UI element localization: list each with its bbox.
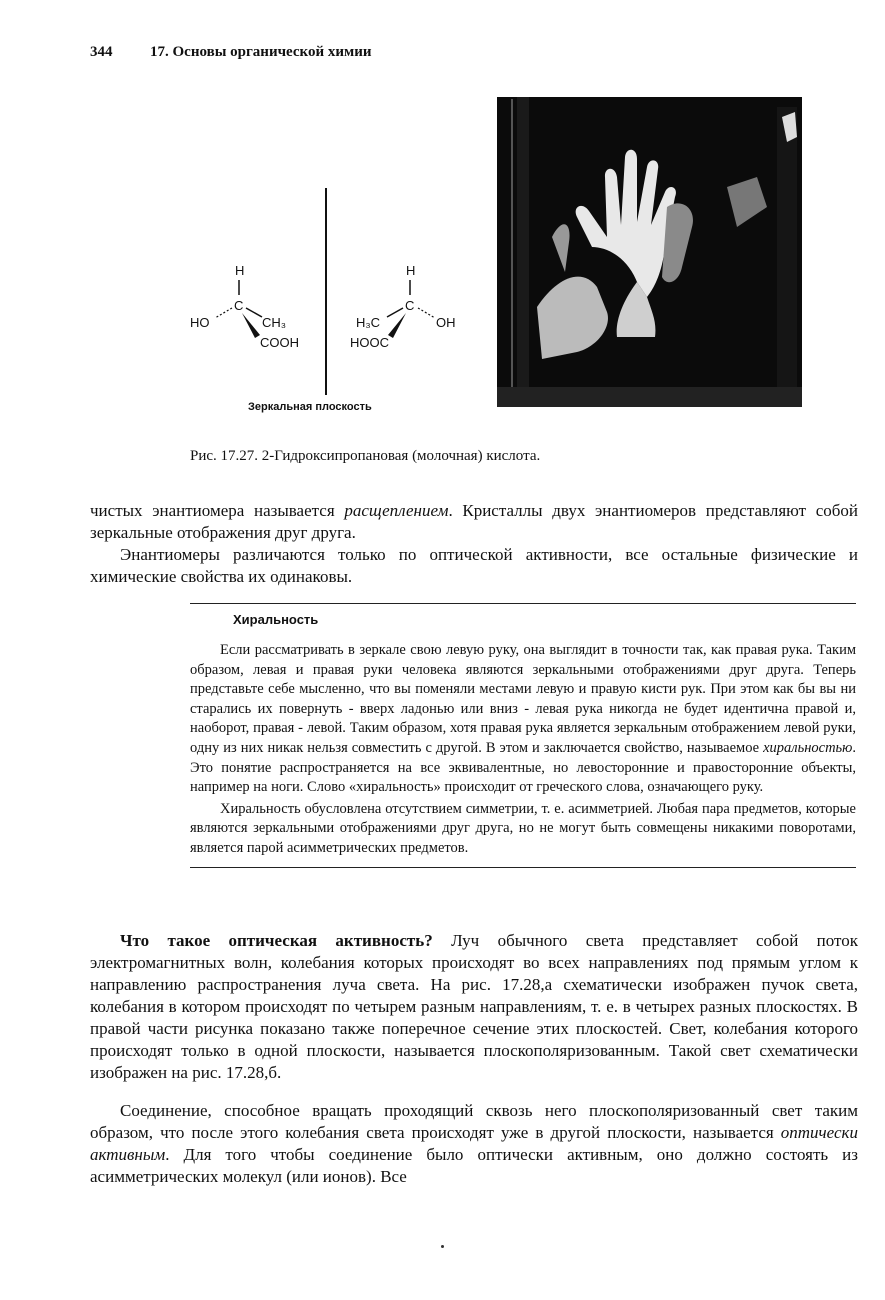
right-bond-oh: [418, 308, 435, 318]
lactic-acid-enantiomers-diagram: [170, 180, 470, 420]
left-c-atom: C: [234, 298, 244, 313]
term-chirality: хиральностью: [763, 739, 853, 756]
box-p1-end: . Это понятие распространяется на все эквивалентные, но левосторонние и правосторонние объекты, например на ноги. Слово «хиральность» происходит от греческого слова, означающего руку.: [190, 739, 856, 796]
left-h-atom: H: [235, 263, 245, 278]
left-molecule: [190, 263, 299, 350]
box-title: Хиральность: [233, 612, 319, 627]
right-oh-group: OH: [436, 315, 456, 330]
box-paragraph-2: Хиральность обусловлена отсутствием симметрии, т. е. асимметрией. Любая пара предметов, которые являются зеркальными отображениями друг друга, но не могут быть совмещены никакими поворотами, является парой асимметрических предметов.: [190, 800, 856, 856]
left-bond-ch3: [246, 308, 262, 317]
left-bond-oh: [215, 308, 232, 318]
p3-text: Луч обычного света представляет собой поток электромагнитных волн, колебания которых происходят во всех направлениях под прямым углом к направлению распространения луча света. На рис. 17.28,а схематически изображен пучок света, колебания в котором происходят по четырем разным направлениям, т. е. в четырех разных плоскостях. В правой части рисунка показано также поперечное сечение этих плоскостей. Свет, колебания которого происходят только в одной плоскости, называется плоскополяризованным. Такой свет схематически изображен на рис. 17.28,б.: [90, 931, 858, 1082]
p4-start-text: Соединение, способное вращать проходящий сквозь него плоскополяризованный свет таким образом, что после этого колебания света происходят уже в другой плоскости, называется: [90, 1101, 858, 1142]
left-cooh-group: COOH: [260, 335, 299, 350]
p4-end-text: . Для того чтобы соединение было оптически активным, оно должно состоять из асимметрических молекул (или ионов). Все: [90, 1145, 858, 1186]
p1-end-text: . Кристаллы двух энантиомеров представляют собой зеркальные отображения друг друга.: [90, 501, 858, 542]
left-wedge-bond: [242, 313, 260, 338]
right-cooh-group: HOOC: [350, 335, 389, 350]
right-c-atom: C: [405, 298, 415, 313]
box-p1-start: Если рассматривать в зеркале свою левую руку, она выглядит в точности так, как правая рука. Таким образом, левая и правая руки человека являются зеркальными отображениями друг друга. Теперь представьте себе мысленно, что вы поменяли местами левую и правую кисти рук. При этом как бы вы ни старались их повернуть - вверх ладонью или вниз - левая рука никогда не будет идентична правой и, наоборот, правая - левой. Таким образом, хотя правая рука является зеркальным отображением левой руки, одну из них никак нельзя совместить с другой. В этом и заключается свойство, называемое: [190, 642, 856, 756]
paragraph-optically-active-compound: [90, 1100, 858, 1188]
p1-start-text: чистых энантиомера называется: [90, 501, 345, 520]
mirror-plane-label: Зеркальная плоскость: [248, 401, 372, 413]
optical-activity-heading: Что такое оптическая активность?: [120, 931, 433, 950]
chapter-title: 17. Основы органической химии: [150, 44, 372, 60]
hand-mirror-photo: [497, 97, 802, 407]
right-h-atom: H: [406, 263, 416, 278]
page-bottom-dot: [441, 1245, 444, 1248]
paragraph-optical-activity: [90, 930, 858, 1084]
left-ch3-group: CH₃: [262, 315, 287, 330]
right-molecule: [350, 263, 456, 350]
term-optically-active: оптически активным: [90, 1123, 858, 1164]
chirality-sidebar-box: [190, 603, 856, 868]
right-wedge-bond: [388, 313, 406, 338]
left-oh-group: HO: [190, 315, 210, 330]
figure-caption: Рис. 17.27. 2-Гидроксипропановая (молочная) кислота.: [190, 448, 541, 464]
term-resolution: расщеплением: [344, 501, 449, 520]
page-number: 344: [90, 44, 113, 60]
paragraph-resolution: [90, 500, 858, 544]
page-header: [90, 44, 372, 61]
right-ch3-group: H₃C: [356, 315, 381, 330]
p2-text: Энантиомеры различаются только по оптической активности, все остальные физические и химические свойства их одинаковы.: [90, 545, 858, 586]
paragraph-enantiomer-properties: [90, 544, 858, 588]
right-bond-ch3: [387, 308, 403, 317]
box-paragraph-1: [190, 641, 856, 798]
